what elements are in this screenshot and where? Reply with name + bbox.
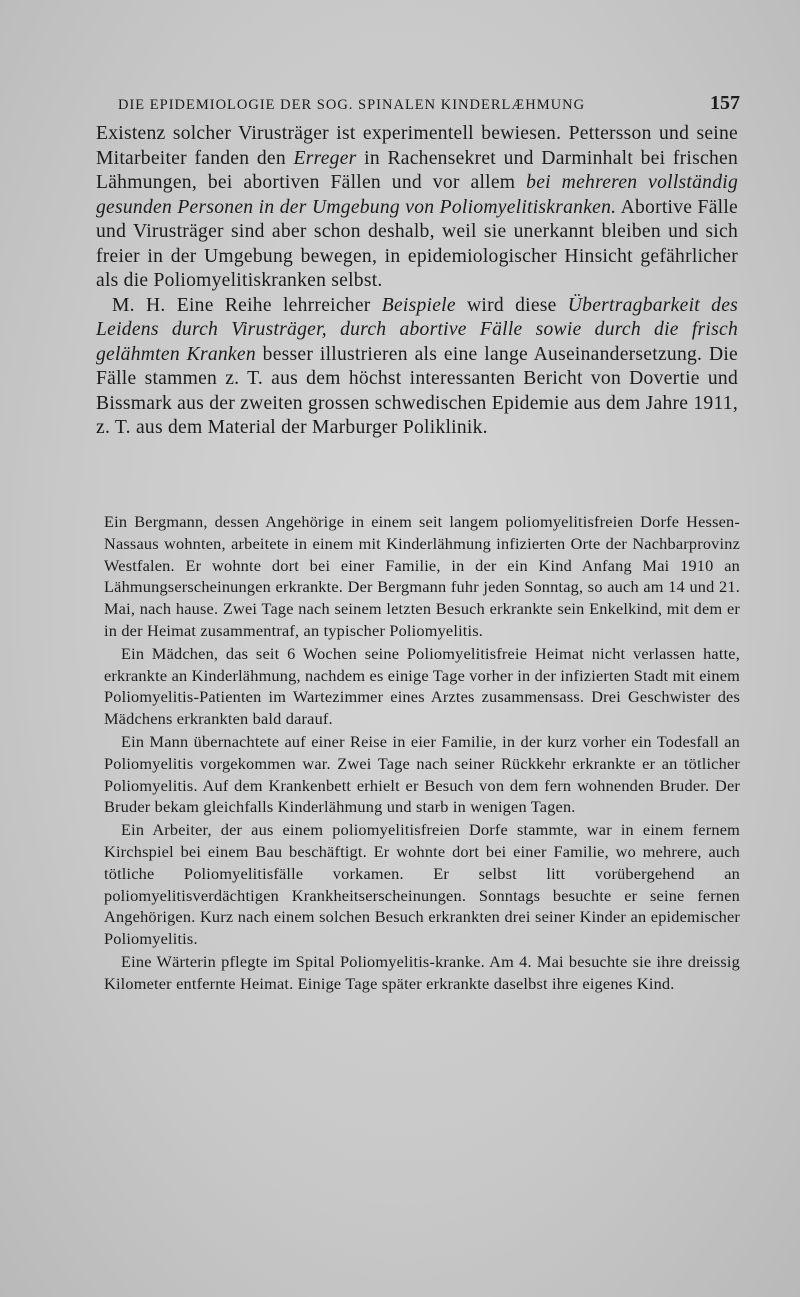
case-examples bbox=[104, 511, 740, 996]
case-maedchen: Ein Mädchen, das seit 6 Wochen seine Poliomyelitisfreie Heimat nicht verlassen hatte, erkrankte an Kinderlähmung, nachdem es einige Tage vorher in der infizierten Stadt mit einem Poliomyelitis-Patienten im Wartezimmer eines Arztes zusammensass. Drei Geschwister des Mädchens erkrankten bald darauf. bbox=[104, 643, 740, 729]
page-header bbox=[118, 92, 740, 115]
emphasis-beispiele: Beispiele bbox=[381, 294, 456, 316]
paragraph-beispiele: M. H. Eine Reihe lehrreicher Beispiele wird diese Übertragbarkeit des Leidens durch Virusträger, durch abortive Fälle sowie durch die frisch gelähmten Kranken besser illustrieren als eine lange Auseinandersetzung. Die Fälle stammen z. T. aus dem höchst interessanten Bericht von Dovertie und Bissmark aus der zweiten grossen schwedischen Epidemie aus dem Jahre 1911, z. T. aus dem Material der Marburger Poliklinik. bbox=[96, 294, 739, 438]
case-bergmann: Ein Bergmann, dessen Angehörige in einem seit langem poliomyelitisfreien Dorfe Hessen-Nassaus wohnten, arbeitete in einem mit Kinderlähmung infizierten Orte der Nachbarprovinz Westfalen. Er wohnte dort bei einer Familie, in der ein Kind Anfang Mai 1910 an Lähmungserscheinungen erkrankte. Der Bergmann fuhr jeden Sonntag, so auch am 14 und 21. Mai, nach hause. Zwei Tage nach seinem letzten Besuch erkrankte sein Enkelkind, mit dem er in der Heimat zusammentraf, an typischer Poliomyelitis. bbox=[104, 512, 740, 640]
paragraph-virustraeger: Existenz solcher Virusträger ist experimentell bewiesen. Pettersson und seine Mitarbeiter fanden den Erreger in Rachensekret und Darminhalt bei frischen Lähmungen, bei abortiven Fällen und vor allem bei mehreren vollständig gesunden Personen in der Umgebung von Poliomyelitiskranken. Abortive Fälle und Virusträger sind aber schon deshalb, weil sie unerkannt bleiben und sich freier in der Umgebung bewegen, in epidemiologischer Hinsicht gefährlicher als die Poliomyelitiskranken selbst. bbox=[96, 123, 738, 291]
case-arbeiter: Ein Arbeiter, der aus einem poliomyelitisfreien Dorfe stammte, war in einem fernem Kirchspiel bei einem Bau beschäftigt. Er wohnte dort bei einer Familie, wo mehrere, auch tötliche Poliomyelitisfälle vorkamen. Er selbst litt vorübergehend an poliomyelitisverdächtigen Krankheitserscheinungen. Sonntags besuchte er seine fernen Angehörigen. Kurz nach einem solchen Besuch erkrankten drei seiner Kinder an epidemischer Poliomyelitis. bbox=[104, 820, 740, 949]
running-title: DIE EPIDEMIOLOGIE DER SOG. SPINALEN KINDERLÆHMUNG bbox=[118, 97, 586, 113]
emphasis-erreger: Erreger bbox=[293, 147, 357, 169]
case-mann: Ein Mann übernachtete auf einer Reise in eier Familie, in der kurz vorher ein Todesfall an Poliomyelitis vorgekommen war. Zwei Tage nach seiner Rückkehr erkrankte er an tötlicher Poliomyelitis. Auf dem Krankenbett erhielt er Besuch von dem fern wohnenden Bruder. Der Bruder bekam gleichfalls Kinderlähmung und starb in wenigen Tagen. bbox=[104, 731, 740, 817]
page-number: 157 bbox=[710, 92, 740, 114]
main-text bbox=[96, 122, 738, 441]
case-waerterin: Eine Wärterin pflegte im Spital Poliomyelitis-kranke. Am 4. Mai besuchte sie ihre dreissig Kilometer entfernte Heimat. Einige Tage später erkrankte daselbst ihre eigenes Kind. bbox=[104, 951, 740, 993]
emphasis-uebertragbarkeit: Übertragbarkeit des Leidens durch Virusträger, durch abortive Fälle sowie durch die frisch gelähmten Kranken bbox=[96, 294, 739, 365]
emphasis-gesunde-personen: bei mehreren vollständig gesunden Personen in der Umgebung von Poliomyelitiskranken. bbox=[96, 172, 738, 218]
